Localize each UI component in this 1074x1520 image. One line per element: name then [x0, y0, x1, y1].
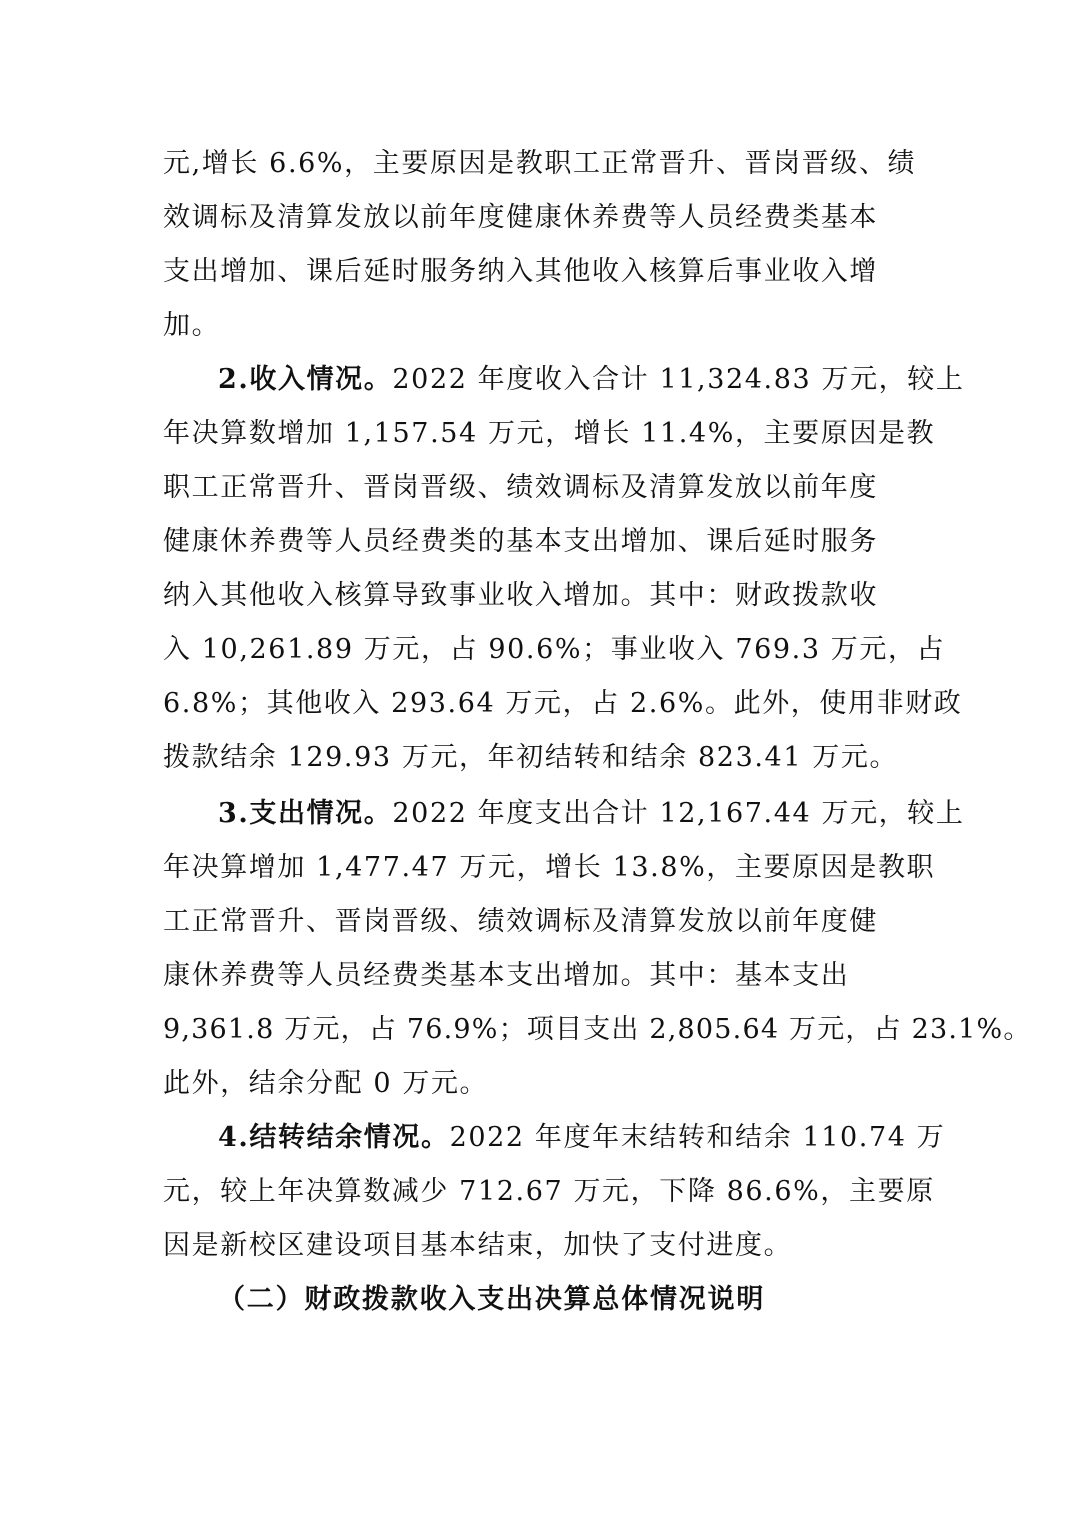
paragraph-line: 9,361.8 万元，占 76.9%；项目支出 2,805.64 万元，占 23.1%。	[163, 1014, 1032, 1045]
paragraph-line: 效调标及清算发放以前年度健康休养费等人员经费类基本	[163, 202, 878, 233]
paragraph-text: 2022 年度收入合计 11,324.83 万元，较上	[392, 364, 965, 395]
paragraph-line: 康休养费等人员经费类基本支出增加。其中：基本支出	[163, 960, 850, 991]
expense-heading: 3.支出情况。	[218, 798, 393, 829]
section-two-heading: （二）财政拨款收入支出决算总体情况说明	[218, 1284, 766, 1315]
paragraph-line: 元,增长 6.6%，主要原因是教职工正常晋升、晋岗晋级、绩	[163, 148, 917, 179]
paragraph-text: 2022 年度年末结转和结余 110.74 万	[449, 1122, 946, 1153]
paragraph-line: 支出增加、课后延时服务纳入其他收入核算后事业收入增	[163, 256, 878, 287]
balance-paragraph-first-line	[218, 1120, 945, 1156]
paragraph-line: 元，较上年决算数减少 712.67 万元，下降 86.6%，主要原	[163, 1176, 935, 1207]
paragraph-line: 年决算数增加 1,157.54 万元，增长 11.4%，主要原因是教	[163, 418, 936, 449]
paragraph-line: 6.8%；其他收入 293.64 万元，占 2.6%。此外，使用非财政	[163, 688, 963, 719]
income-paragraph-first-line	[218, 362, 964, 398]
paragraph-line: 工正常晋升、晋岗晋级、绩效调标及清算发放以前年度健	[163, 906, 878, 937]
paragraph-line: 拨款结余 129.93 万元，年初结转和结余 823.41 万元。	[163, 742, 899, 773]
paragraph-line: 职工正常晋升、晋岗晋级、绩效调标及清算发放以前年度	[163, 472, 878, 503]
paragraph-line: 此外，结余分配 0 万元。	[163, 1068, 489, 1099]
paragraph-line: 因是新校区建设项目基本结束，加快了支付进度。	[163, 1230, 793, 1261]
income-heading: 2.收入情况。	[218, 364, 393, 395]
paragraph-line: 加。	[163, 310, 221, 341]
expense-paragraph-first-line	[218, 796, 964, 832]
paragraph-text: 2022 年度支出合计 12,167.44 万元，较上	[392, 798, 965, 829]
paragraph-line: 健康休养费等人员经费类的基本支出增加、课后延时服务	[163, 526, 878, 557]
balance-heading: 4.结转结余情况。	[218, 1122, 450, 1153]
paragraph-line: 纳入其他收入核算导致事业收入增加。其中：财政拨款收	[163, 580, 878, 611]
paragraph-line: 年决算增加 1,477.47 万元，增长 13.8%，主要原因是教职	[163, 852, 936, 883]
paragraph-line: 入 10,261.89 万元，占 90.6%；事业收入 769.3 万元，占	[163, 634, 946, 665]
